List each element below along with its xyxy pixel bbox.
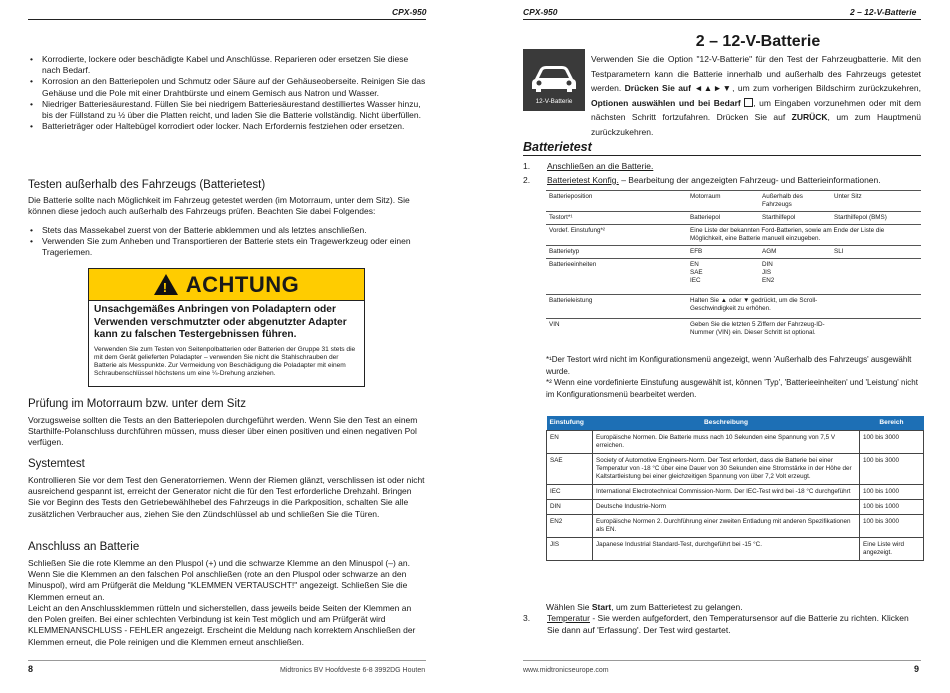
intro-bold-back: ZURÜCK	[791, 112, 828, 122]
left-header: CPX-950	[392, 7, 427, 17]
rating-standards-table	[546, 416, 924, 561]
table-cell: Starthilfepol	[759, 212, 831, 225]
step-link: Batterietest Konfig.	[547, 174, 619, 185]
table-cell: Batterietyp	[546, 246, 687, 259]
list-item: • Korrodierte, lockere oder beschädigte Kabel und Anschlüsse. Reparieren oder ersetzen Sie diese nach Bedarf.	[28, 54, 426, 76]
table-cell: EN2	[547, 515, 593, 538]
start-keyword: Start	[591, 602, 612, 612]
table-cell: Europäische Normen 2. Durchführung einer zweiten Entladung mit anderen Spezifikationen als EN.	[593, 515, 860, 538]
table-cell: Vordef. Einstufung*²	[546, 225, 687, 246]
table-cell: Starthilfepol (BMS)	[831, 212, 921, 225]
subsection-rule	[523, 155, 921, 156]
list-item	[523, 175, 921, 187]
table-cell: Motorraum	[687, 191, 759, 212]
intro-text: Drücken Sie auf	[710, 112, 792, 122]
intro-text: , um zum vorherigen Bildschirm zurückzukehren,	[732, 83, 921, 93]
list-item: • Batterieträger oder Haltebügel korrodiert oder locker. Nach Erfordernis festziehen oder ersetzen.	[28, 121, 426, 132]
list-item	[523, 613, 921, 636]
table-row	[546, 295, 921, 319]
section-body-connect-1: Schließen Sie die rote Klemme an den Pluspol (+) und die schwarze Klemme an den Minuspol (–) an. Wenn Sie die Klemmen an den falschen Pol anschließen (rote an den Pluspol oder schwarze an den Minuspol), wird am Prüfgerät die Meldung "KLEMMEN VERTAUSCHT!" angezeigt. Schließen Sie die Klemmen erneut an.	[28, 558, 410, 602]
column-header: Beschreibung	[593, 416, 860, 431]
config-table	[546, 190, 921, 347]
section-body-engine: Vorzugsweise sollten die Tests an den Batteriepolen durchgeführt werden. Wenn Sie den Test an einem Starthilfe-Polanschluss durchführen müssen, muss dieser über einen positiven und einen negativen Pol verfügen.	[28, 415, 418, 448]
table-cell: Testort*¹	[546, 212, 687, 225]
table-cell: Eine Liste wird angezeigt.	[860, 538, 924, 561]
bullet-list-inspection	[28, 54, 426, 132]
table-cell: JIS	[547, 538, 593, 561]
table-cell: Batteriepol	[687, 212, 759, 225]
bullet-list-outside	[28, 225, 426, 259]
table-cell: EN SAE IEC	[687, 259, 759, 295]
table-cell: AGM	[759, 246, 831, 259]
right-footer-rule	[523, 660, 921, 661]
section-title: 2 – 12-V-Batterie	[695, 33, 821, 50]
step-number: 3.	[523, 613, 531, 623]
column-header: Einstufung	[547, 416, 593, 431]
table-row	[547, 538, 924, 561]
left-header-rule	[28, 19, 426, 20]
section-heading-connect: Anschluss an Batterie	[28, 541, 140, 553]
right-header-right: 2 – 12-V-Batterie	[850, 7, 917, 17]
section-body-system: Kontrollieren Sie vor dem Test den Generatorriemen. Wenn der Riemen glänzt, verschlissen ist oder nicht ausreichend gespannt ist, erreicht der Generator nicht die für den Test erforderliche Drehzahl. Bringen Sie vor Beginn des Tests den Getriebewählhebel des Fahrzeugs in die Parkposition, schalten Sie alle zusätzlichen Verbraucher aus, ziehen Sie den Zündschlüssel ab und schließen Sie die Türen.	[28, 475, 425, 519]
table-cell: 100 bis 1000	[860, 500, 924, 515]
warning-title: ACHTUNG	[185, 271, 300, 297]
table-cell	[831, 295, 921, 319]
table-cell: IEC	[547, 485, 593, 500]
table-cell: SAE	[547, 454, 593, 485]
step-number: 2.	[523, 174, 531, 185]
page-number-right: 9	[914, 664, 920, 674]
instruction-text: Wählen Sie	[546, 602, 592, 612]
table-row	[547, 454, 924, 485]
intro-text: Verwenden Sie die Option "12-V-Batterie" für den Test der Fahrzeugbatterie. Mit den Testparametern kann die Batterie innerhalb und außerhalb des Fahrzeugs getestet werden.	[591, 54, 921, 93]
table-cell: 100 bis 3000	[860, 431, 924, 454]
page-number-left: 8	[28, 664, 34, 674]
table-row	[546, 246, 921, 259]
step-number: 1.	[523, 161, 531, 171]
warning-small-text: Verwenden Sie zum Testen von Seitenpolbatterien oder Batterien der Gruppe 31 stets die mit dem Gerät gelieferten Poladapter – verwenden Sie nicht die Stahlschrauben der Batterie als Messpunkte. Zur Vermeidung von Beschädigung die Poladapter mit einem Schraubenschlüssel höchstens um eine ¼-Drehung anziehen.	[94, 345, 356, 377]
section-body-outside: Die Batterie sollte nach Möglichkeit im Fahrzeug getestet werden (im Motorraum, unter dem Sitz). Sie können diese jedoch auch außerhalb des Fahrzeugs prüfen. Beachten Sie dabei Folgendes:	[28, 195, 410, 217]
list-item: • Korrosion an den Batteriepolen und Schmutz oder Säure auf der Gehäuseoberseite. Reinigen Sie das Gehäuse und die Pole mit einer Drahtbürste und einem Gemisch aus Natron und Wasser.	[28, 76, 426, 98]
table-row	[547, 515, 924, 538]
list-item: • Verwenden Sie zum Anheben und Transportieren der Batterie stets ein Tragewerkzeug oder einen Trageriemen.	[28, 236, 426, 258]
table-cell: Eine Liste der bekannten Ford-Batterien, sowie am Ende der Liste die Möglichkeit, eine Batterie manuell einzugeben.	[687, 225, 921, 246]
step-link: Temperatur	[547, 613, 590, 623]
warning-bold-text: Unsachgemäßes Anbringen von Poladaptern oder Verwenden verschmutzter oder abgenutzter Adapter kann zu falschen Testergebnissen führen.	[94, 304, 347, 340]
section-heading-outside: Testen außerhalb des Fahrzeugs (Batterietest)	[28, 179, 266, 191]
table-cell: Batterieeinheiten	[546, 259, 687, 295]
table-cell: Halten Sie ▲ oder ▼ gedrückt, um die Scroll-Geschwindigkeit zu erhöhen.	[687, 295, 831, 319]
step-text: Anschließen an die Batterie.	[547, 161, 654, 171]
table-cell: DIN	[547, 500, 593, 515]
table-row	[547, 500, 924, 515]
step-text: - Sie werden aufgefordert, den Temperatursensor auf die Batterie zu richten. Klicken Sie dann auf 'Erfassung'. Der Test wird gestartet.	[547, 613, 909, 635]
section-body-connect-2: Leicht an den Anschlussklemmen rütteln und sicherstellen, dass jeweils beide Seiten der Klemmen an den Polen greifen. Bei einer schlechten Verbindung ist kein Test möglich und am Prüfgerät wird KLEMMENANSCHLUSS - FEHLER angezeigt. Erscheint die Meldung nach korrektem Anschließen der Klemmen erneut, die Pole reinigen und die Klemmen erneut anschließen.	[28, 603, 416, 647]
list-item	[523, 161, 921, 173]
table-cell: Japanese Industrial Standard-Test, durchgeführt bei -15 °C.	[593, 538, 860, 561]
right-header-rule	[523, 19, 921, 20]
step-text: – Bearbeitung der angezeigten Fahrzeug- und Batterieinformationen.	[618, 174, 881, 185]
table-cell: Europäische Normen. Die Batterie muss nach 10 Sekunden eine Spannung von 7,5 V erreichen.	[593, 431, 860, 454]
table-cell: Geben Sie die letzten 5 Ziffern der Fahrzeug-ID-Nummer (VIN) ein. Dieser Schritt ist optional.	[687, 319, 831, 347]
right-header-left: CPX-950	[523, 7, 558, 17]
subsection-heading: Batterietest	[523, 140, 592, 154]
left-footer-rule	[28, 660, 426, 661]
table-cell: SLI	[831, 246, 921, 259]
table-cell: Batterieleistung	[546, 295, 687, 319]
left-footer: Midtronics BV Hoofdveste 6-8 3992DG Houten	[280, 667, 426, 674]
table-row	[546, 191, 921, 212]
table-cell: International Electrotechnical Commission-Norm. Der IEC-Test wird bei -18 °C durchgeführt	[593, 485, 860, 500]
table-cell: Außerhalb des Fahrzeugs	[759, 191, 831, 212]
list-item: • Niedriger Batteriesäurestand. Füllen Sie bei niedrigem Batteriesäurestand destilliertes Wasser hinzu, bis der Füllstand zu ½ über die Platten reicht, und laden Sie die Batterie vollständig. Nicht überfüllen.	[28, 99, 426, 121]
table-cell	[831, 319, 921, 347]
table-cell: DIN JIS EN2	[759, 259, 831, 295]
table-cell: EFB	[687, 246, 759, 259]
instruction-text: , um zum Batterietest zu gelangen.	[611, 602, 743, 612]
footnote-1: *¹Der Testort wird nicht im Konfigurationsmenü angezeigt, wenn 'Außerhalb des Fahrzeugs' ausgewählt wurde.	[546, 355, 912, 376]
car-icon	[523, 55, 585, 99]
enter-key-icon	[744, 98, 753, 107]
table-cell: 100 bis 3000	[860, 515, 924, 538]
table-cell: Deutsche Industrie-Norm	[593, 500, 860, 515]
footnote-2: *² Wenn eine vordefinierte Einstufung ausgewählt ist, können 'Typ', 'Batterieeinheiten' und 'Leistung' nicht im Konfigurationsmenü bearbeitet werden.	[546, 378, 918, 399]
battery-module-icon-box	[523, 49, 585, 111]
column-header: Bereich	[860, 416, 924, 431]
icon-label: 12-V-Batterie	[535, 98, 573, 105]
table-row	[547, 431, 924, 454]
table-row	[546, 225, 921, 246]
table-cell: Unter Sitz	[831, 191, 921, 212]
page-gutter	[462, 0, 488, 693]
intro-bold-select: Optionen auswählen und bei Bedarf	[591, 97, 741, 108]
warning-triangle-icon: !	[154, 274, 178, 295]
warning-header	[89, 269, 364, 301]
table-cell: Society of Automotive Engineers-Norm. Der Test erfordert, dass die Batterie bei einer Temperatur von -18 °C über eine Dauer von 30 Sekunden eine Stromstärke in der Höhe der Kaltstartleistung bei einer gleichzeitigen Spannung von über 7,2 Volt erzeugt.	[593, 454, 860, 485]
footnotes	[546, 354, 920, 400]
table-cell: EN	[547, 431, 593, 454]
table-cell: 100 bis 3000	[860, 454, 924, 485]
intro-text: , um zum Hauptmenü zurückzukehren.	[591, 112, 922, 137]
warning-box	[88, 268, 365, 387]
list-item: • Stets das Massekabel zuerst von der Batterie abklemmen und als letztes anschließen.	[28, 225, 426, 236]
start-instruction	[546, 602, 743, 614]
steps-list	[523, 161, 921, 186]
table-cell: Batterieposition	[546, 191, 687, 212]
steps-list-continued	[523, 613, 921, 636]
section-heading-system: Systemtest	[28, 458, 85, 470]
table-cell	[831, 259, 921, 295]
table-row	[546, 259, 921, 295]
table-row	[546, 212, 921, 225]
section-heading-engine: Prüfung im Motorraum bzw. unter dem Sitz	[28, 398, 246, 410]
table-cell: 100 bis 1000	[860, 485, 924, 500]
table-cell: VIN	[546, 319, 687, 347]
table-row	[546, 319, 921, 347]
table-header-row	[547, 416, 924, 431]
intro-bold-arrows: Drücken Sie auf ◄▲►▼	[624, 83, 733, 93]
intro-paragraph	[591, 52, 921, 139]
right-footer: www.midtronicseurope.com	[523, 667, 609, 674]
intro-text: , um Eingaben vorzunehmen oder mit dem nächsten Schritt fortzufahren.	[591, 97, 921, 122]
table-row	[547, 485, 924, 500]
